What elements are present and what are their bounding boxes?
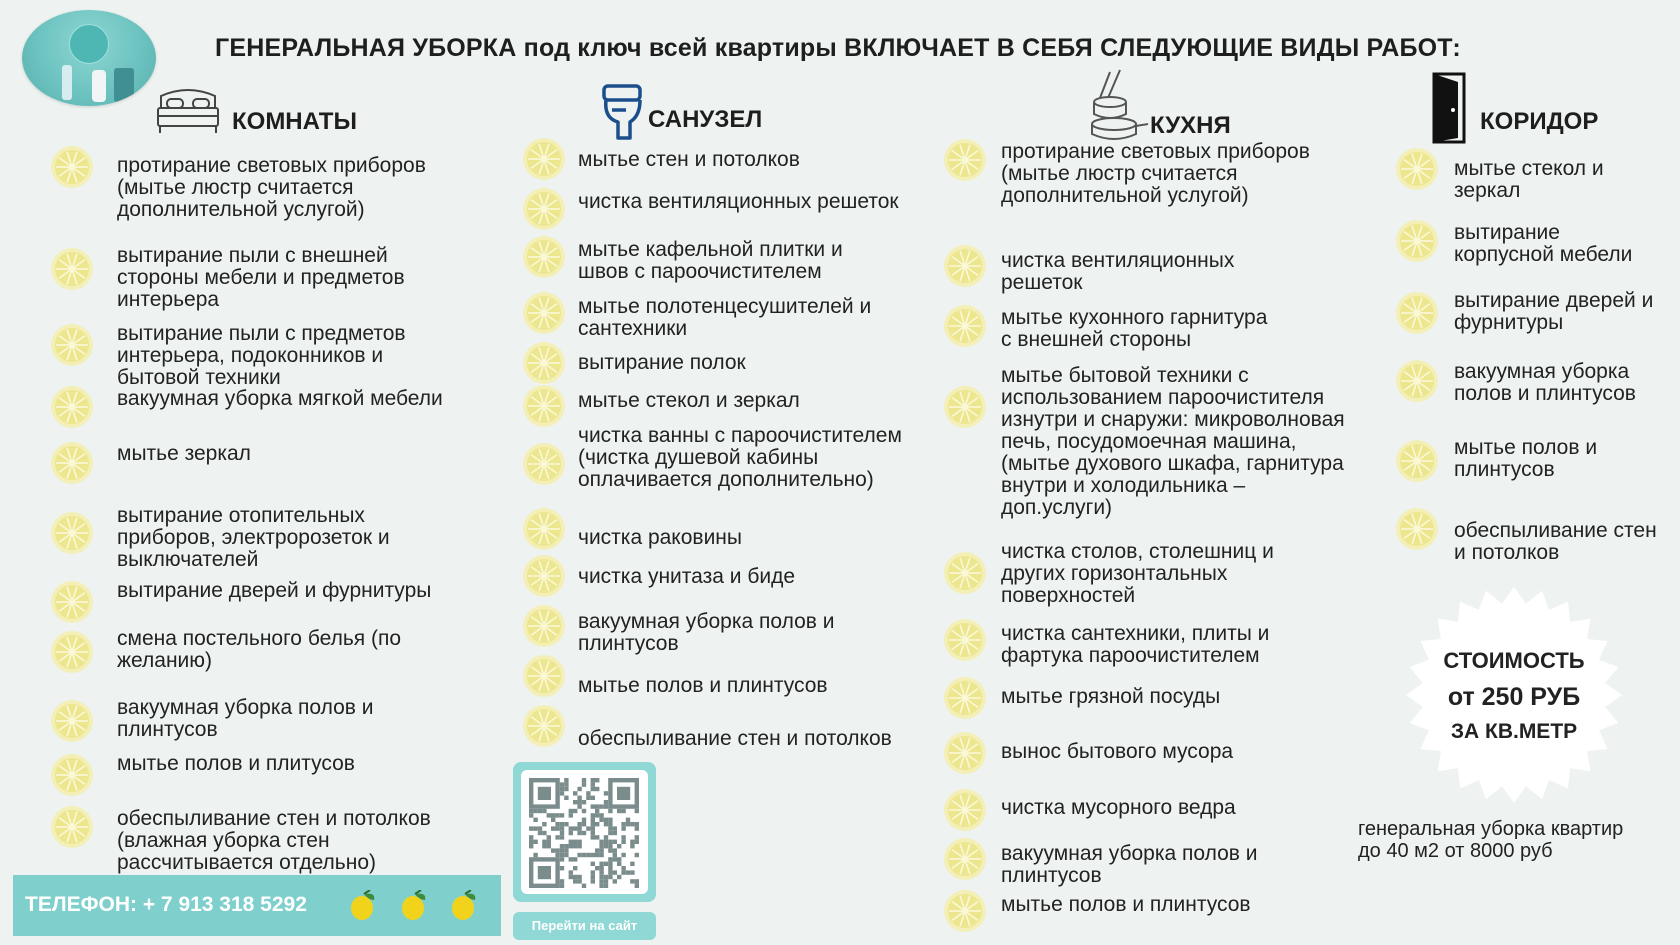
bathroom-service-item (578, 527, 742, 549)
service-item-line: вакуумная уборка полов и (117, 696, 374, 719)
lemon-bullet-icon (522, 187, 566, 231)
service-item-line: поверхностей (1001, 584, 1136, 607)
kitchen-service-item (1001, 541, 1274, 607)
kitchen-service-item (1001, 250, 1234, 294)
service-item-line: обеспыливание стен (1454, 519, 1657, 542)
rooms-service-item (117, 443, 251, 465)
service-item-line: мытье полотенцесушителей и (578, 295, 872, 318)
page-title: ГЕНЕРАЛЬНАЯ УБОРКА под ключ всей квартиры ВКЛЮЧАЕТ В СЕБЯ СЛЕДУЮЩИЕ ВИДЫ РАБОТ: (215, 34, 1461, 62)
lemon-bullet-icon (522, 442, 566, 486)
service-item-line: вакуумная уборка полов и (1001, 842, 1258, 865)
kitchen-service-item (1001, 843, 1257, 887)
bathroom-service-item (578, 425, 902, 491)
service-item-line: мытье стекол и (1454, 157, 1604, 180)
lemon-bullet-icon (943, 731, 987, 775)
bathroom-service-item (578, 728, 892, 750)
logo-bottle (92, 70, 106, 102)
service-item-line: оплачивается дополнительно) (578, 468, 874, 491)
service-item-line: интерьера (117, 288, 220, 311)
bathroom-service-item (578, 352, 746, 374)
service-item-line: рассчитывается отдельно) (117, 851, 377, 874)
service-item-line: зеркал (1454, 179, 1521, 202)
kitchen-service-item (1001, 741, 1233, 763)
lemon-bullet-icon (522, 291, 566, 335)
service-item-line: доп.услуги) (1001, 496, 1113, 519)
service-item-line: чистка ванны с пароочистителем (578, 424, 902, 447)
lemon-bullet-icon (50, 247, 94, 291)
service-item-line: мытье полов и (1454, 436, 1598, 459)
service-item-line: вытирание (1454, 221, 1560, 244)
lemon-bullet-icon (50, 323, 94, 367)
qr-code[interactable] (513, 762, 656, 902)
service-item-line: приборов, электророзеток и (117, 526, 390, 549)
lemon-bullet-icon (50, 145, 94, 189)
hallway-service-item (1454, 290, 1653, 334)
bathroom-service-item (578, 239, 843, 283)
service-item-line: чистка столов, столешниц и (1001, 540, 1274, 563)
service-item-line: стороны мебели и предметов (117, 266, 405, 289)
rooms-service-item (117, 245, 405, 311)
service-item-line: смена постельного белья (по (117, 627, 402, 650)
service-item-line: печь, посудомоечная машина, (1001, 430, 1297, 453)
service-item-line: вытирание отопительных (117, 504, 365, 527)
service-item-line: швов с пароочистителем (578, 260, 822, 283)
qr-code-image (521, 770, 648, 894)
lemon-bullet-icon (943, 304, 987, 348)
heading-rooms: КОМНАТЫ (232, 108, 357, 135)
service-item-line: (влажная уборка стен (117, 829, 330, 852)
lemon-bullet-icon (1395, 439, 1439, 483)
lemon-bullet-icon (50, 385, 94, 429)
service-item-line: (мытье люстр считается (1001, 162, 1238, 185)
service-item-line: мытье грязной посуды (1001, 685, 1221, 708)
service-item-line: плинтусов (1001, 864, 1102, 887)
small-apartment-note (1358, 818, 1623, 862)
rooms-service-item (117, 580, 431, 602)
lemon-bullet-icon (522, 654, 566, 698)
service-item-line: (чистка душевой кабины (578, 446, 819, 469)
lemon-icon (447, 890, 483, 922)
bathroom-service-item (578, 149, 800, 171)
service-item-line: мытье стен и потолков (578, 148, 800, 171)
lemon-bullet-icon (522, 507, 566, 551)
service-item-line: плинтусов (578, 632, 679, 655)
service-item-line: дополнительной услугой) (117, 198, 365, 221)
lemon-bullet-icon (1395, 507, 1439, 551)
bathroom-service-item (578, 675, 828, 697)
lemon-bullet-icon (1395, 359, 1439, 403)
service-item-line: дополнительной услугой) (1001, 184, 1249, 207)
service-item-line: решеток (1001, 271, 1083, 294)
service-item-line: чистка вентиляционных решеток (578, 190, 899, 213)
service-item-line: сантехники (578, 317, 688, 340)
service-item-line: (мытье духового шкафа, гарнитура (1001, 452, 1344, 475)
service-item-line: мытье стекол и зеркал (578, 389, 800, 412)
lemon-bullet-icon (1395, 147, 1439, 191)
heading-kitchen: КУХНЯ (1150, 112, 1231, 139)
service-item-line: мытье полов и плинтусов (578, 674, 828, 697)
price-label: СТОИМОСТЬ (1443, 648, 1585, 673)
lemon-bullet-icon (943, 618, 987, 662)
rooms-service-item (117, 155, 426, 221)
note-line: генеральная уборка квартир (1358, 818, 1624, 840)
hallway-service-item (1454, 520, 1657, 564)
service-item-line: мытье кухонного гарнитура (1001, 306, 1268, 329)
service-item-line: корпусной мебели (1454, 243, 1633, 266)
service-item-line: полов и плинтусов (1454, 382, 1636, 405)
kitchen-service-item (1001, 686, 1220, 708)
service-item-line: вынос бытового мусора (1001, 740, 1234, 763)
lemon-bullet-icon (50, 805, 94, 849)
lemon-icon (397, 890, 433, 922)
service-item-line: бытовой техники (117, 366, 281, 389)
note-line: до 40 м2 от 8000 руб (1358, 840, 1553, 862)
service-item-line: использованием пароочистителя (1001, 386, 1325, 409)
service-item-line: чистка вентиляционных (1001, 249, 1235, 272)
service-item-line: вытирание дверей и фурнитуры (117, 579, 432, 602)
logo-bottle (62, 65, 72, 100)
price-value: от 250 РУБ (1447, 683, 1581, 711)
bathroom-service-item (578, 611, 834, 655)
lemon-bullet-icon (522, 341, 566, 385)
service-item-line: изнутри и снаружи: микроволновая (1001, 408, 1345, 431)
service-item-line: обеспыливание стен и потолков (578, 727, 892, 750)
lemon-bullet-icon (50, 753, 94, 797)
kitchen-service-item (1001, 894, 1251, 916)
service-item-line: обеспыливание стен и потолков (117, 807, 431, 830)
service-item-line: с внешней стороны (1001, 328, 1192, 351)
service-item-line: вытирание пыли с внешней (117, 244, 388, 267)
service-item-line: вакуумная уборка (1454, 360, 1630, 383)
lemon-bullet-icon (522, 384, 566, 428)
logo-badge (69, 24, 109, 64)
lemon-bullet-icon (943, 138, 987, 182)
rooms-service-item (117, 753, 355, 775)
kitchen-service-item (1001, 141, 1310, 207)
service-item-line: вытирание дверей и (1454, 289, 1654, 312)
service-item-line: чистка раковины (578, 526, 742, 549)
lemon-bullet-icon (50, 441, 94, 485)
lemon-icon (346, 890, 382, 922)
lemon-bullet-icon (522, 704, 566, 748)
service-item-line: других горизонтальных (1001, 562, 1228, 585)
heading-bathroom: САНУЗЕЛ (648, 106, 763, 133)
lemon-bullet-icon (943, 837, 987, 881)
rooms-service-item (117, 808, 431, 874)
service-item-line: чистка унитаза и биде (578, 565, 796, 588)
rooms-service-item (117, 697, 373, 741)
rooms-service-item (117, 505, 390, 571)
go-to-site-button[interactable]: Перейти на сайт (513, 912, 656, 940)
hallway-service-item (1454, 437, 1597, 481)
rooms-service-item (117, 628, 401, 672)
kitchen-service-item (1001, 365, 1345, 519)
toilet-icon (600, 82, 646, 142)
lemon-bullet-icon (943, 788, 987, 832)
service-item-line: вытирание пыли с предметов (117, 322, 406, 345)
service-item-line: фартука пароочистителем (1001, 644, 1260, 667)
bathroom-service-item (578, 566, 795, 588)
service-item-line: чистка сантехники, плиты и (1001, 622, 1270, 645)
service-item-line: мытье полов и плинтусов (1001, 893, 1251, 916)
rooms-service-item (117, 323, 406, 389)
bed-icon (155, 86, 221, 136)
service-item-line: выключателей (117, 548, 259, 571)
bathroom-service-item (578, 191, 899, 213)
rooms-service-item (117, 388, 443, 410)
lemon-bullet-icon (50, 580, 94, 624)
service-item-line: и потолков (1454, 541, 1560, 564)
service-item-line: плинтусов (117, 718, 218, 741)
service-item-line: протирание световых приборов (117, 154, 426, 177)
bathroom-service-item (578, 296, 871, 340)
service-item-line: интерьера, подоконников и (117, 344, 384, 367)
service-item-line: протирание световых приборов (1001, 140, 1310, 163)
hallway-service-item (1454, 158, 1604, 202)
cookware-icon (1080, 68, 1152, 144)
lemon-bullet-icon (50, 699, 94, 743)
lemon-bullet-icon (943, 676, 987, 720)
lemon-bullet-icon (50, 630, 94, 674)
service-item-line: вакуумная уборка полов и (578, 610, 835, 633)
lemon-bullet-icon (522, 235, 566, 279)
kitchen-service-item (1001, 307, 1267, 351)
kitchen-service-item (1001, 797, 1236, 819)
service-item-line: плинтусов (1454, 458, 1555, 481)
service-item-line: вытирание полок (578, 351, 746, 374)
lemon-bullet-icon (943, 551, 987, 595)
service-item-line: фурнитуры (1454, 311, 1564, 334)
logo-bottle (114, 68, 134, 102)
lemon-bullet-icon (522, 554, 566, 598)
lemon-bullet-icon (1395, 219, 1439, 263)
price-unit: ЗА КВ.МЕТР (1450, 720, 1578, 743)
service-item-line: мытье зеркал (117, 442, 251, 465)
lemon-bullet-icon (943, 244, 987, 288)
service-item-line: мытье бытовой техники с (1001, 364, 1249, 387)
lemon-bullet-icon (522, 604, 566, 648)
service-item-line: чистка мусорного ведра (1001, 796, 1236, 819)
service-item-line: мытье полов и плитусов (117, 752, 355, 775)
service-item-line: внутри и холодильника – (1001, 474, 1246, 497)
lemon-bullet-icon (50, 511, 94, 555)
heading-hallway: КОРИДОР (1480, 108, 1599, 135)
service-item-line: вакуумная уборка мягкой мебели (117, 387, 443, 410)
service-item-line: желанию) (117, 649, 213, 672)
company-logo (22, 10, 156, 106)
lemon-bullet-icon (943, 385, 987, 429)
kitchen-service-item (1001, 623, 1269, 667)
hallway-service-item (1454, 222, 1632, 266)
lemon-bullet-icon (522, 137, 566, 181)
phone-number[interactable]: ТЕЛЕФОН: + 7 913 318 5292 (25, 893, 307, 916)
lemon-bullet-icon (1395, 291, 1439, 335)
hallway-service-item (1454, 361, 1636, 405)
bathroom-service-item (578, 390, 800, 412)
service-item-line: мытье кафельной плитки и (578, 238, 843, 261)
door-icon (1432, 72, 1468, 144)
lemon-bullet-icon (943, 889, 987, 933)
phone-bar (13, 875, 501, 936)
service-item-line: (мытье люстр считается (117, 176, 354, 199)
